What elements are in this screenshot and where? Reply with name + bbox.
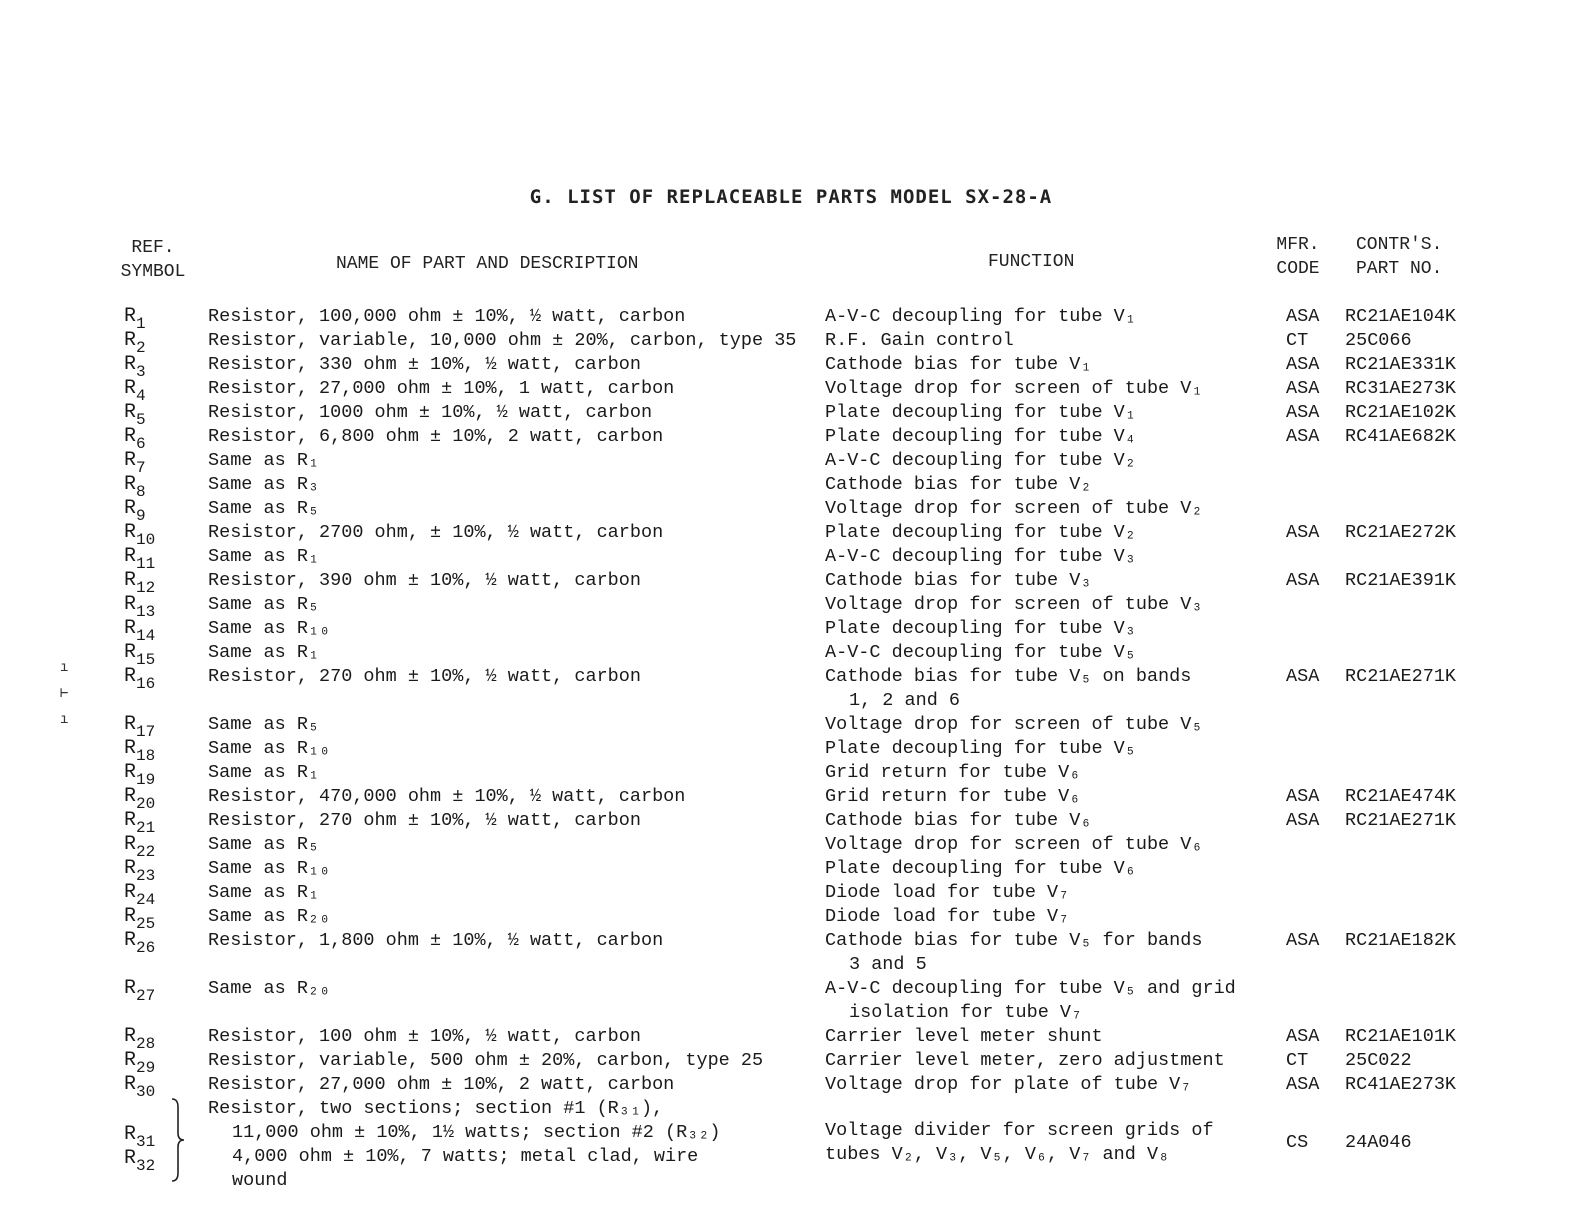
ref-subscript: 12 [136,579,156,597]
function-line: Voltage drop for screen of tube V₃ [825,594,1203,615]
contractor-part-number: RC41AE273K [1345,1074,1457,1095]
ref-symbol [124,521,156,549]
ref-letter: R [124,353,137,376]
part-function [825,1119,1214,1167]
ref-symbol [124,329,146,357]
ref-letter: R [124,929,137,952]
description-line: 4,000 ohm ± 10%, 7 watts; metal clad, wire [232,1146,699,1167]
part-description: Resistor, 27,000 ohm ± 10%, 1 watt, carbon [208,378,675,399]
ref-symbol [124,857,156,885]
part-description: Same as R₅ [208,714,320,735]
function-line: Plate decoupling for tube V₅ [825,738,1136,759]
part-function [825,305,1136,329]
ref-letter: R [124,857,137,880]
table-row [0,305,1582,333]
ref-symbol [124,569,156,597]
mfr-code: ASA [1286,786,1320,807]
function-line: Plate decoupling for tube V₁ [825,402,1136,423]
table-row [0,569,1582,597]
header-mfr-line1: MFR. [1276,235,1320,255]
table-row [0,617,1582,645]
function-line: Carrier level meter shunt [825,1026,1103,1047]
part-description: Same as R₁ [208,762,320,783]
table-row [0,329,1582,357]
ref-symbol [124,401,146,429]
ref-symbol [124,737,156,765]
part-description: Resistor, 390 ohm ± 10%, ½ watt, carbon [208,570,641,591]
mfr-code: ASA [1286,570,1320,591]
part-description: Resistor, 1000 ohm ± 10%, ½ watt, carbon [208,402,653,423]
mfr-code: ASA [1286,1074,1320,1095]
ref-letter: R [124,1025,137,1048]
part-function [825,857,1136,881]
part-function [825,593,1202,617]
contractor-part-number: RC21AE104K [1345,306,1457,327]
ref-subscript: 32 [136,1157,156,1175]
ref-symbol [124,305,146,333]
mfr-code: ASA [1286,378,1320,399]
contractor-part-number: RC41AE682K [1345,426,1457,447]
header-ref-line1: REF. [131,238,175,258]
part-function [825,881,1069,905]
ref-symbol [124,1123,156,1151]
table-row [0,1025,1582,1053]
ref-symbol [124,905,156,933]
table-row [0,761,1582,789]
mfr-code: ASA [1286,354,1320,375]
ref-subscript: 10 [136,531,156,549]
header-ref-line2: SYMBOL [120,262,186,282]
ref-letter: R [124,713,137,736]
ref-symbol [124,713,156,741]
function-line: Plate decoupling for tube V₆ [825,858,1136,879]
ref-letter: R [124,473,137,496]
header-mfr-line2: CODE [1276,259,1320,279]
ref-subscript: 6 [136,435,146,453]
part-description: Same as R₅ [208,498,320,519]
ref-letter: R [124,377,137,400]
ref-symbol [124,641,156,669]
table-row [0,401,1582,429]
function-line: Diode load for tube V₇ [825,882,1070,903]
part-function [825,473,1091,497]
contractor-part-number: RC21AE271K [1345,810,1457,831]
ref-subscript: 21 [136,819,156,837]
function-line-continued: 1, 2 and 6 [849,690,961,711]
function-line: Voltage drop for screen of tube V₆ [825,834,1203,855]
ref-letter: R [124,305,137,328]
ref-subscript: 18 [136,747,156,765]
contractor-part-number: RC21AE102K [1345,402,1457,423]
ref-subscript: 29 [136,1059,156,1077]
part-function [825,449,1136,473]
mfr-code: CS [1286,1132,1309,1153]
description-line: Resistor, two sections; section #1 (R₃₁), [208,1098,664,1119]
mfr-code: ASA [1286,522,1320,543]
ref-subscript: 5 [136,411,146,429]
part-function [825,905,1069,929]
function-line: Carrier level meter, zero adjustment [825,1050,1225,1071]
ref-symbol [124,497,146,525]
function-line: Plate decoupling for tube V₂ [825,522,1136,543]
function-line-continued: 3 and 5 [849,954,927,975]
table-row [0,905,1582,933]
function-line: Cathode bias for tube V₂ [825,474,1092,495]
part-description: Same as R₁₀ [208,858,331,879]
part-description: Resistor, 6,800 ohm ± 10%, 2 watt, carbon [208,426,664,447]
header-contr-line1: CONTR'S. [1356,235,1443,255]
part-function [825,353,1091,377]
ref-letter: R [124,545,137,568]
ref-subscript: 13 [136,603,156,621]
ref-subscript: 24 [136,891,156,909]
part-description: Resistor, 1,800 ohm ± 10%, ½ watt, carbon [208,930,664,951]
ref-symbol [124,1025,156,1053]
ref-letter: R [124,617,137,640]
ref-subscript: 14 [136,627,156,645]
part-description: Same as R₁ [208,882,320,903]
ref-subscript: 20 [136,795,156,813]
table-row [0,857,1582,885]
part-description: Same as R₂₀ [208,906,331,927]
ref-letter: R [124,761,137,784]
part-function [825,833,1202,857]
ref-letter: R [124,1147,137,1170]
function-line-continued: isolation for tube V₇ [849,1002,1083,1023]
part-function [825,785,1080,809]
table-row [0,641,1582,669]
ref-symbol [124,593,156,621]
header-contr-part-no [1356,233,1442,281]
margin-binding-mark: ı ⊢ ı [60,660,69,728]
ref-symbol [124,665,156,693]
part-function [825,713,1202,737]
part-function [825,497,1202,521]
table-row [0,785,1582,813]
part-description: Resistor, 330 ohm ± 10%, ½ watt, carbon [208,354,641,375]
part-function [825,569,1091,593]
table-row [0,545,1582,573]
ref-subscript: 23 [136,867,156,885]
ref-letter: R [124,521,137,544]
function-line: A-V-C decoupling for tube V₂ [825,450,1136,471]
ref-subscript: 15 [136,651,156,669]
part-description: Same as R₃ [208,474,320,495]
part-function [825,977,1236,1025]
page-title: G. LIST OF REPLACEABLE PARTS MODEL SX-28-A [529,186,1053,208]
part-function [825,521,1136,545]
function-line: Cathode bias for tube V₆ [825,810,1092,831]
table-row [0,809,1582,837]
table-row [0,977,1582,1025]
ref-symbol [124,353,146,381]
ref-symbol [124,761,156,789]
part-description: Resistor, 27,000 ohm ± 10%, 2 watt, carbon [208,1074,675,1095]
part-description: Same as R₁ [208,450,320,471]
function-line: Plate decoupling for tube V₄ [825,426,1136,447]
ref-letter: R [124,1123,137,1146]
table-row [0,665,1582,713]
part-description: Resistor, 270 ohm ± 10%, ½ watt, carbon [208,666,641,687]
contractor-part-number: RC21AE101K [1345,1026,1457,1047]
part-description: Same as R₁ [208,546,320,567]
part-description: Same as R₅ [208,834,320,855]
ref-subscript: 17 [136,723,156,741]
header-ref-symbol [113,236,193,284]
contractor-part-number: RC21AE182K [1345,930,1457,951]
part-description: Resistor, 100 ohm ± 10%, ½ watt, carbon [208,1026,641,1047]
header-name: NAME OF PART AND DESCRIPTION [336,254,639,274]
function-line: A-V-C decoupling for tube V₅ [825,642,1136,663]
function-line: Plate decoupling for tube V₃ [825,618,1136,639]
part-function [825,665,1191,713]
ref-symbol [124,377,146,405]
ref-letter: R [124,1049,137,1072]
function-line: R.F. Gain control [825,330,1014,351]
table-row [0,377,1582,405]
ref-symbol [124,785,156,813]
contractor-part-number: RC21AE272K [1345,522,1457,543]
table-row [0,473,1582,501]
table-row [0,881,1582,909]
ref-symbol [124,617,156,645]
part-function [825,1049,1225,1073]
part-description: Same as R₁₀ [208,738,331,759]
ref-symbol [124,545,156,573]
ref-subscript: 26 [136,939,156,957]
table-row [0,521,1582,549]
mfr-code: ASA [1286,426,1320,447]
part-description: Resistor, 100,000 ohm ± 10%, ½ watt, carbon [208,306,686,327]
ref-subscript: 25 [136,915,156,933]
function-line: A-V-C decoupling for tube V₁ [825,306,1136,327]
ref-symbol [124,473,146,501]
mfr-code: ASA [1286,402,1320,423]
ref-letter: R [124,497,137,520]
function-line: Grid return for tube V₆ [825,762,1081,783]
ref-symbol [124,833,156,861]
mfr-code: ASA [1286,1026,1320,1047]
ref-letter: R [124,593,137,616]
table-row [0,449,1582,477]
part-description: Same as R₁ [208,642,320,663]
mfr-code: CT [1286,1050,1309,1071]
part-function [825,545,1136,569]
part-description: Resistor, variable, 10,000 ohm ± 20%, carbon, type 35 [208,330,797,351]
mfr-code: ASA [1286,666,1320,687]
part-function [825,761,1080,785]
table-row [0,497,1582,525]
ref-letter: R [124,737,137,760]
ref-symbol [124,881,156,909]
ref-symbol [124,977,156,1005]
ref-subscript: 16 [136,675,156,693]
table-row [0,713,1582,741]
header-function: FUNCTION [988,252,1075,272]
ref-letter: R [124,785,137,808]
ref-subscript: 2 [136,339,146,357]
parts-table [0,305,1582,1191]
part-description: Same as R₁₀ [208,618,331,639]
ref-symbol [124,449,146,477]
ref-letter: R [124,329,137,352]
ref-subscript: 31 [136,1133,156,1151]
part-function [825,641,1136,665]
header-mfr-code [1270,233,1326,281]
part-function [825,737,1136,761]
part-function [825,425,1136,449]
ref-letter: R [124,881,137,904]
ref-subscript: 1 [136,315,146,333]
ref-letter: R [124,569,137,592]
ref-letter: R [124,809,137,832]
part-function [825,1025,1103,1049]
contractor-part-number: RC31AE273K [1345,378,1457,399]
table-row [0,833,1582,861]
ref-letter: R [124,977,137,1000]
contractor-part-number: 25C066 [1345,330,1412,351]
table-row [0,353,1582,381]
header-contr-line2: PART NO. [1356,259,1443,279]
ref-subscript: 9 [136,507,146,525]
mfr-code: CT [1286,330,1309,351]
ref-letter: R [124,401,137,424]
function-line: tubes V₂, V₃, V₅, V₆, V₇ and V₈ [825,1144,1170,1165]
mfr-code: ASA [1286,930,1320,951]
contractor-part-number: RC21AE331K [1345,354,1457,375]
description-line: wound [232,1170,288,1191]
function-line: Voltage drop for screen of tube V₁ [825,378,1203,399]
ref-subscript: 7 [136,459,146,477]
function-line: Cathode bias for tube V₃ [825,570,1092,591]
ref-symbol [124,425,146,453]
part-description: Resistor, 2700 ohm, ± 10%, ½ watt, carbon [208,522,664,543]
function-line: Cathode bias for tube V₅ on bands [825,666,1192,687]
ref-letter: R [124,425,137,448]
table-row [0,737,1582,765]
ref-symbol-group [124,1123,156,1175]
function-line: Diode load for tube V₇ [825,906,1070,927]
part-function [825,929,1202,977]
ref-subscript: 4 [136,387,146,405]
mfr-code: ASA [1286,306,1320,327]
ref-subscript: 11 [136,555,156,573]
ref-subscript: 27 [136,987,156,1005]
part-function [825,329,1014,353]
part-description: Same as R₂₀ [208,978,331,999]
part-description: Resistor, variable, 500 ohm ± 20%, carbon, type 25 [208,1050,764,1071]
part-function [825,809,1091,833]
part-function [825,377,1202,401]
function-line: A-V-C decoupling for tube V₃ [825,546,1136,567]
function-line: Cathode bias for tube V₅ for bands [825,930,1203,951]
part-description: Resistor, 270 ohm ± 10%, ½ watt, carbon [208,810,641,831]
function-line: Cathode bias for tube V₁ [825,354,1092,375]
ref-subscript: 30 [136,1083,156,1101]
ref-letter: R [124,905,137,928]
table-row [0,1073,1582,1101]
contractor-part-number: 25C022 [1345,1050,1412,1071]
table-row [0,593,1582,621]
ref-subscript: 19 [136,771,156,789]
table-row [0,1049,1582,1077]
ref-symbol [124,1073,156,1101]
function-line: A-V-C decoupling for tube V₅ and grid [825,978,1236,999]
ref-letter: R [124,833,137,856]
function-line: Voltage divider for screen grids of [825,1120,1214,1141]
ref-subscript: 22 [136,843,156,861]
contractor-part-number: 24A046 [1345,1132,1412,1153]
ref-symbol [124,809,156,837]
ref-subscript: 3 [136,363,146,381]
ref-letter: R [124,1073,137,1096]
ref-letter: R [124,665,137,688]
part-function [825,617,1136,641]
ref-symbol [124,929,156,957]
ref-letter: R [124,449,137,472]
table-row [0,1097,1582,1191]
ref-symbol [124,1049,156,1077]
function-line: Voltage drop for screen of tube V₂ [825,498,1203,519]
ref-subscript: 8 [136,483,146,501]
ref-subscript: 28 [136,1035,156,1053]
contractor-part-number: RC21AE474K [1345,786,1457,807]
function-line: Voltage drop for plate of tube V₇ [825,1074,1192,1095]
function-line: Grid return for tube V₆ [825,786,1081,807]
ref-letter: R [124,641,137,664]
part-description [208,1097,720,1193]
contractor-part-number: RC21AE391K [1345,570,1457,591]
description-line: 11,000 ohm ± 10%, 1½ watts; section #2 (R₃₂) [232,1122,721,1143]
function-line: Voltage drop for screen of tube V₅ [825,714,1203,735]
part-function [825,1073,1191,1097]
contractor-part-number: RC21AE271K [1345,666,1457,687]
table-row [0,425,1582,453]
mfr-code: ASA [1286,810,1320,831]
part-function [825,401,1136,425]
table-row [0,929,1582,977]
part-description: Resistor, 470,000 ohm ± 10%, ½ watt, carbon [208,786,686,807]
part-description: Same as R₅ [208,594,320,615]
brace-bracket [168,1097,188,1183]
